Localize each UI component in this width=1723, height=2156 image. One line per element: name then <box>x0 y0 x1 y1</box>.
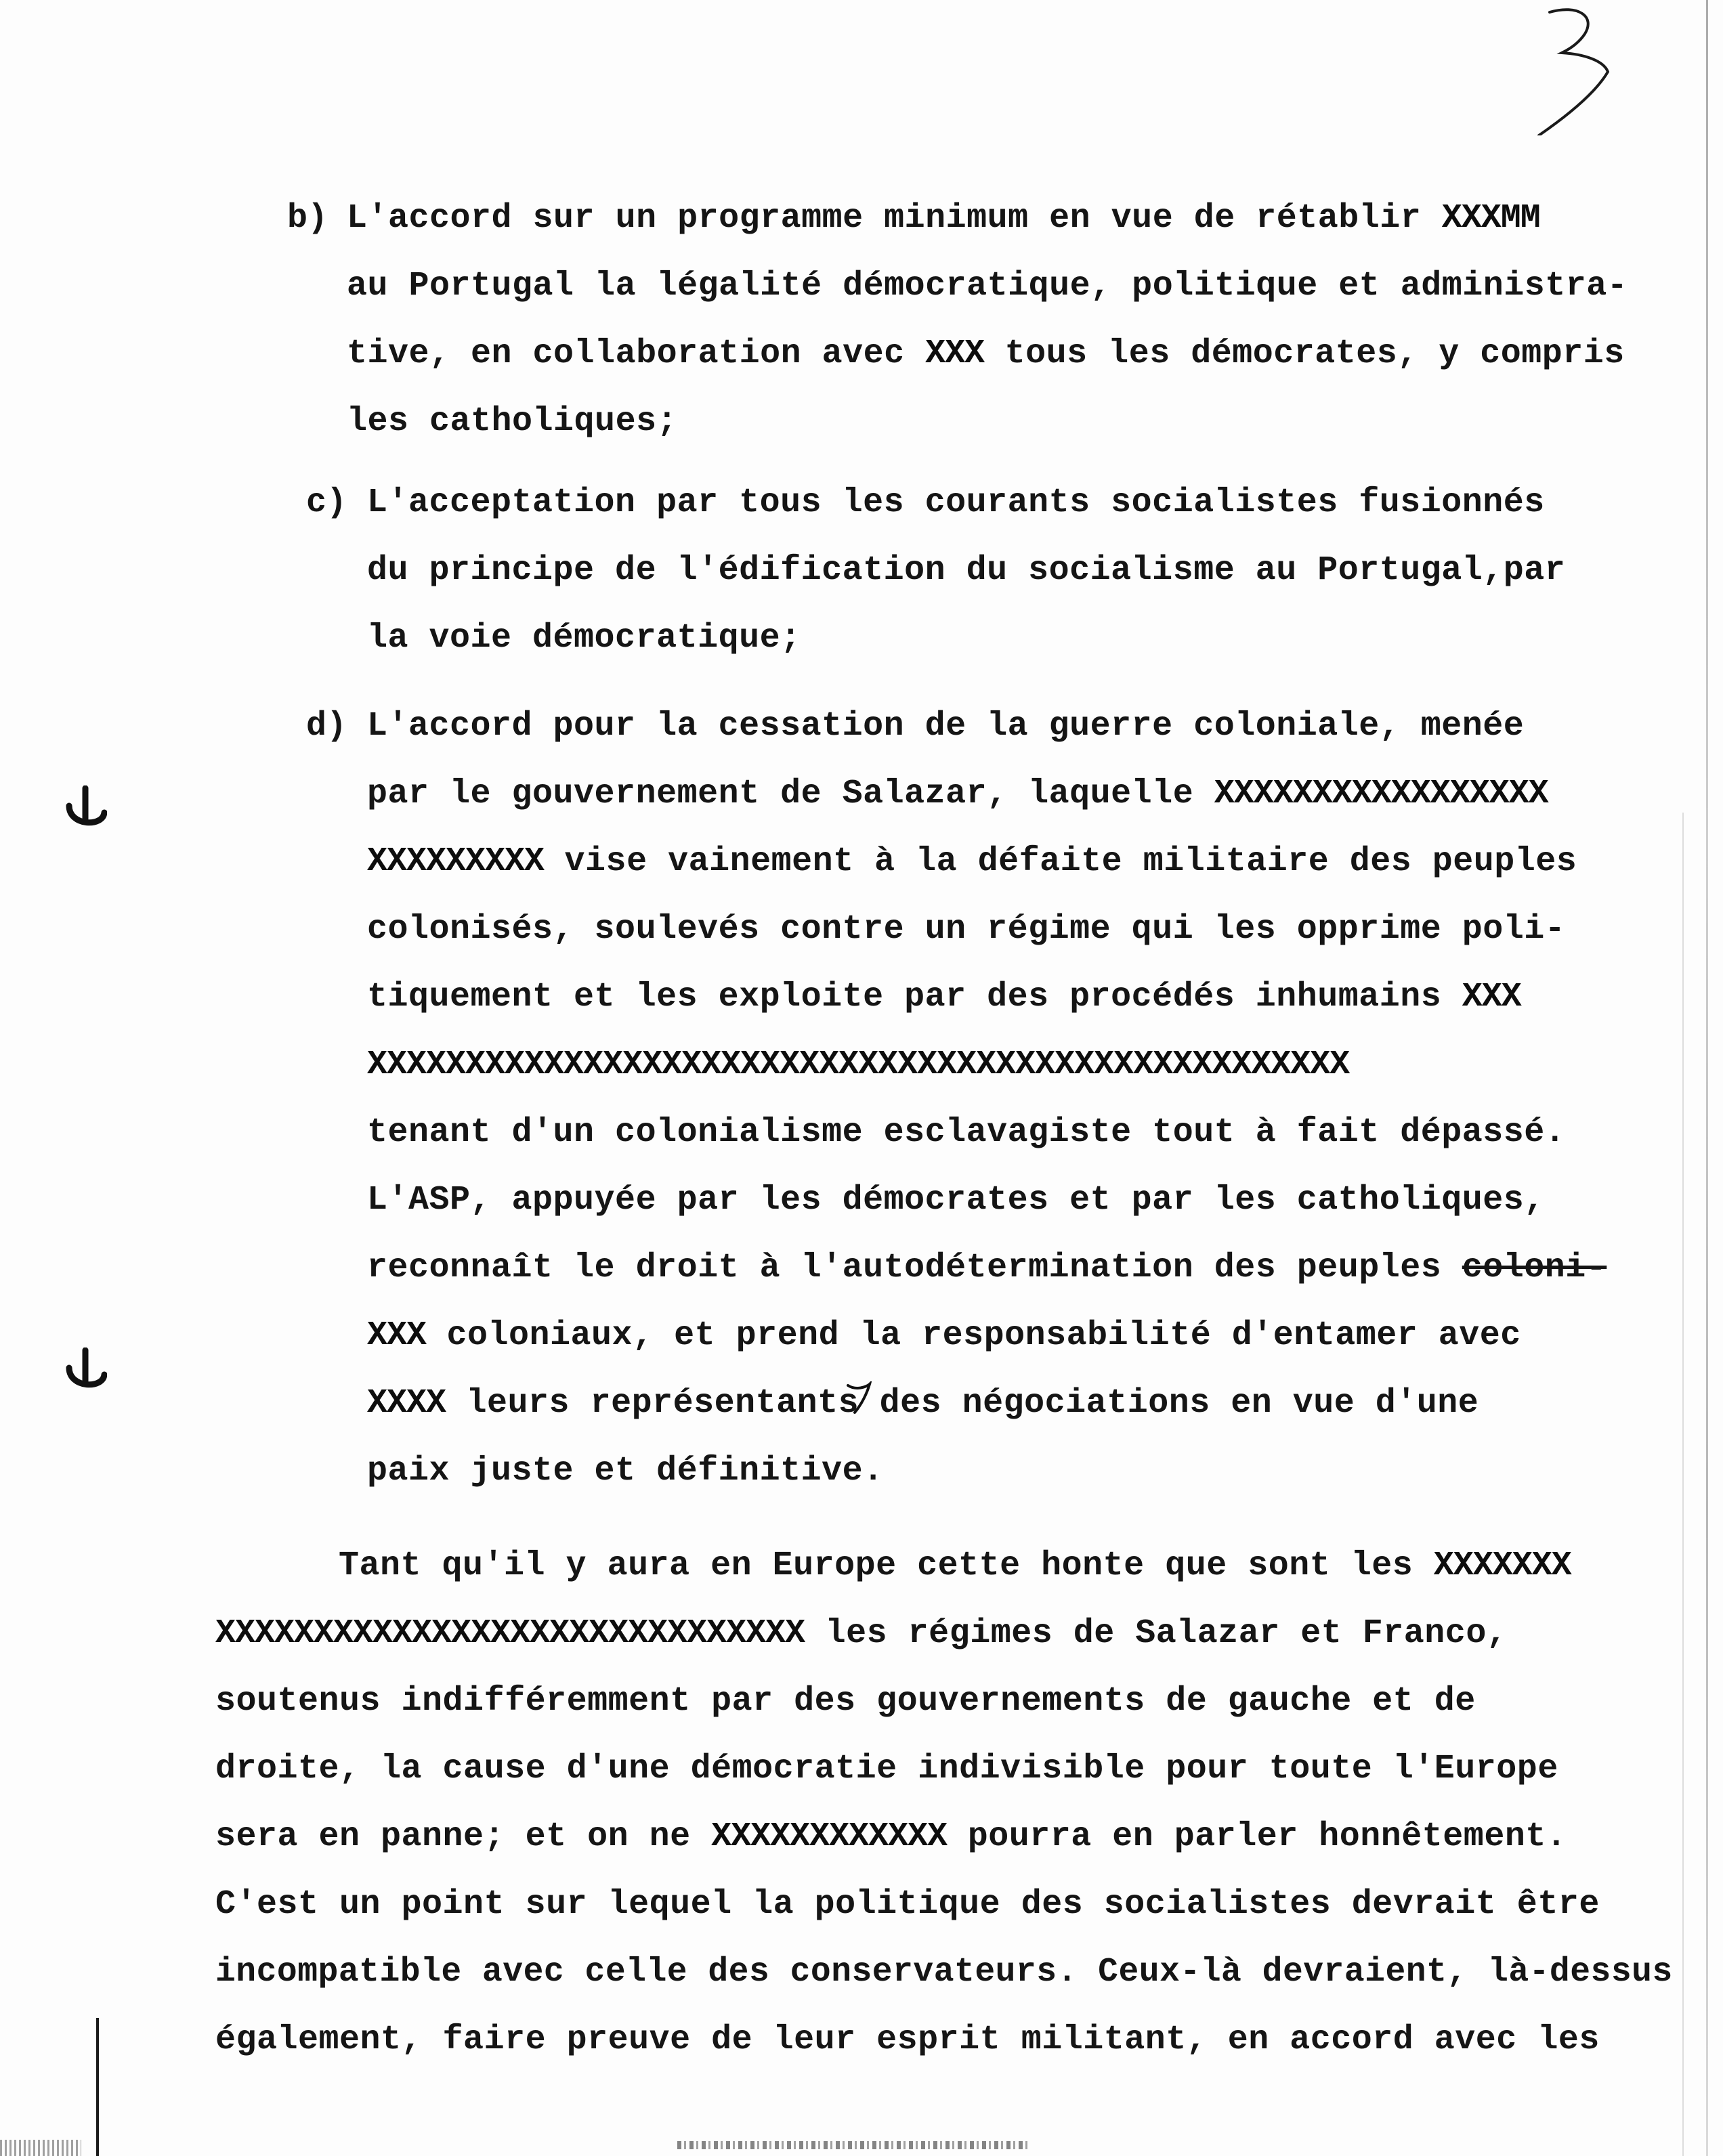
text-segment: droite, la cause d'une démocratie indivisible pour toute l'Europe <box>215 1750 1558 1788</box>
typed-overstrike: XXXXXXXXXXXX <box>711 1817 948 1856</box>
text-line <box>367 1248 1607 1289</box>
text-segment: vise vainement à la défaite militaire des peuples <box>544 842 1577 881</box>
text-line <box>367 1451 884 1492</box>
text-segment: tous les démocrates, y compris <box>984 335 1625 373</box>
text-segment: reconnaît le droit à l'autodétermination des peuples <box>367 1249 1462 1287</box>
typed-overstrike: XXX <box>925 335 985 373</box>
text-segment: leurs représentants des négociations en vue d'une <box>446 1384 1479 1423</box>
text-segment: la voie démocratique; <box>367 619 801 657</box>
scan-bottom-left-artifact <box>0 2140 81 2156</box>
text-segment: soutenus indifféremment par des gouvernements de gauche et de <box>215 1682 1476 1721</box>
text-segment: sera en panne; et on ne <box>215 1817 712 1856</box>
text-line <box>347 198 1540 239</box>
text-line <box>367 1180 1545 1221</box>
typed-overstrike: XXXXXXXXXXXXXXXXXXXXXXXXXXXXXXXXXXXXXXXXXXXXXXXXXX <box>367 1045 1350 1084</box>
text-segment: Tant qu'il y aura en Europe cette honte que sont les <box>339 1547 1434 1585</box>
text-segment: les catholiques; <box>347 402 678 441</box>
text-line <box>367 618 801 659</box>
text-segment: les régimes de Salazar et Franco, <box>805 1614 1508 1653</box>
text-line <box>367 551 1565 591</box>
typed-overstrike: XXXXXXXXXXXXXXXXXXXXXXXXXXXXXX <box>215 1614 805 1653</box>
text-segment: coloniaux, et prend la responsabilité d'entamer avec <box>426 1316 1521 1355</box>
typed-overstrike: XXXX <box>367 1384 446 1423</box>
typed-overstrike: XXXMM <box>1441 199 1540 238</box>
text-line <box>367 483 1545 523</box>
text-line <box>367 1383 1479 1424</box>
text-line <box>215 1614 1507 1654</box>
text-segment: tiquement et les exploite par des procédés inhumains <box>367 978 1462 1016</box>
text-segment: L'accord sur un programme minimum en vue de rétablir <box>347 199 1442 238</box>
scan-left-edge <box>96 2018 99 2156</box>
typed-overstrike: XXXXXXX <box>1433 1547 1571 1585</box>
text-line <box>347 266 1628 307</box>
text-line <box>367 842 1577 882</box>
text-line <box>215 1884 1600 1925</box>
list-item-marker: d) <box>306 707 347 746</box>
typed-overstrike: XXX <box>367 1316 427 1355</box>
struck-out-text: coloni- <box>1462 1249 1607 1287</box>
text-line <box>215 2020 1600 2061</box>
text-segment: paix juste et définitive. <box>367 1452 884 1490</box>
text-line <box>339 1546 1571 1587</box>
text-segment: L'accord pour la cessation de la guerre coloniale, menée <box>367 707 1525 746</box>
text-line <box>215 1817 1567 1857</box>
text-segment: également, faire preuve de leur esprit militant, en accord avec les <box>215 2021 1600 2059</box>
text-line <box>347 402 677 442</box>
text-line <box>367 706 1524 747</box>
text-line <box>367 1316 1521 1356</box>
typed-overstrike: XXXXXXXXX <box>367 842 545 881</box>
text-segment: colonisés, soulevés contre un régime qui les opprime poli- <box>367 910 1566 949</box>
scan-bottom-artifact <box>677 2141 1029 2149</box>
text-line <box>367 1113 1565 1153</box>
text-segment: L'ASP, appuyée par les démocrates et par les catholiques, <box>367 1181 1545 1220</box>
punch-hole-mark <box>65 1348 107 1395</box>
text-line <box>215 1952 1673 1993</box>
list-item-marker: c) <box>306 483 347 522</box>
text-line <box>215 1681 1476 1722</box>
text-line <box>367 1045 1349 1085</box>
text-segment: tenant d'un colonialisme esclavagiste tout à fait dépassé. <box>367 1113 1566 1152</box>
text-line <box>367 774 1548 815</box>
scan-right-shadow <box>1682 813 1684 2156</box>
text-segment: C'est un point sur lequel la politique des socialistes devrait être <box>215 1885 1600 1924</box>
punch-hole-mark <box>65 785 107 833</box>
text-segment: tive, en collaboration avec <box>347 335 926 373</box>
typed-overstrike: XXXXXXXXXXXXXXXXX <box>1214 775 1548 813</box>
text-line <box>367 977 1521 1018</box>
scan-right-edge <box>1706 0 1708 2156</box>
text-line <box>367 909 1565 950</box>
typed-overstrike: XXX <box>1462 978 1521 1016</box>
handwritten-page-number <box>1537 7 1619 135</box>
list-item-marker: b) <box>287 199 328 238</box>
text-line <box>215 1749 1558 1790</box>
text-segment: au Portugal la légalité démocratique, politique et administra- <box>347 267 1628 305</box>
text-segment: incompatible avec celle des conservateurs. Ceux-là devraient, là-dessus <box>215 1953 1673 1991</box>
text-segment: par le gouvernement de Salazar, laquelle <box>367 775 1214 813</box>
text-segment: pourra en parler honnêtement. <box>947 1817 1567 1856</box>
text-line <box>347 334 1625 374</box>
text-segment: L'acceptation par tous les courants socialistes fusionnés <box>367 483 1545 522</box>
text-segment: du principe de l'édification du socialisme au Portugal,par <box>367 551 1566 590</box>
